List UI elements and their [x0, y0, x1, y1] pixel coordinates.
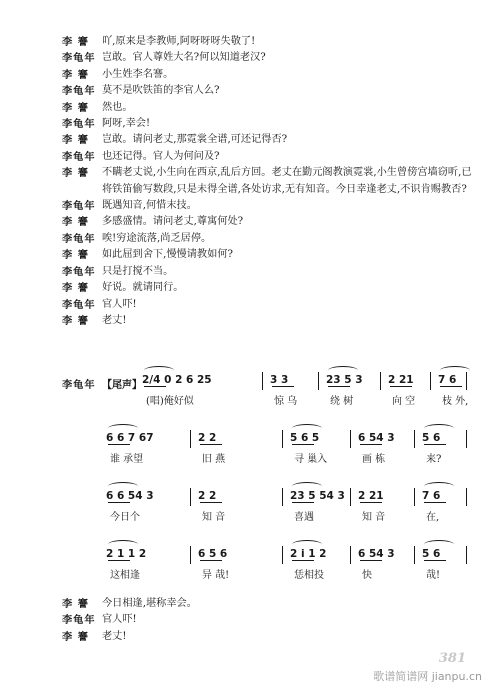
bar-line — [380, 372, 381, 390]
measure-notes: 5 6 — [422, 548, 441, 560]
dialogue-line — [62, 297, 472, 313]
dialogue-line — [62, 629, 472, 645]
measure-lyrics: 画 栋 — [362, 454, 386, 465]
speaker-name: 李 謇 — [62, 598, 89, 610]
bar-line — [466, 430, 467, 448]
bar-line — [466, 488, 467, 506]
measure-lyrics: 在, — [426, 512, 440, 523]
dialogue-line — [62, 612, 472, 628]
speaker-name: 李龟年 — [62, 52, 96, 65]
beam-underline — [108, 560, 130, 561]
speaker-name: 李 謇 — [62, 68, 89, 81]
speaker-name: 李 謇 — [62, 249, 89, 262]
beam-underline — [390, 386, 412, 387]
measure-notes: 2 1 1 2 — [106, 548, 147, 560]
beam-underline — [424, 502, 446, 503]
bar-line — [466, 546, 467, 564]
bar-line — [350, 430, 351, 448]
bar-line — [190, 488, 191, 506]
slur-mark — [292, 424, 322, 433]
speaker-name: 李龟年 — [62, 150, 96, 163]
speaker-name: 李 謇 — [62, 101, 89, 114]
site-name: 歌谱简谱网 — [373, 670, 429, 683]
bar-line — [430, 372, 431, 390]
dialogue-line — [62, 67, 472, 83]
measure-notes: 7 6 — [438, 374, 457, 386]
dialogue-text: 莫不是吹铁笛的李官人么? — [102, 85, 220, 97]
bar-line — [350, 488, 351, 506]
slur-mark — [108, 424, 138, 433]
dialogue-text: 如此屈到舍下,慢慢请教如何? — [102, 249, 233, 261]
dialogue-line — [62, 596, 472, 612]
dialogue-text: 多感盛情。请问老丈,尊寓何处? — [102, 216, 244, 228]
dialogue-section — [62, 34, 472, 329]
measure-notes: 2/4 0 2 6 25 — [142, 374, 212, 386]
measure-notes: 6 5 6 — [198, 548, 228, 560]
measure-lyrics: 惊 乌 — [274, 396, 298, 407]
beam-underline — [424, 560, 446, 561]
slur-mark — [108, 482, 138, 491]
dialogue-text: 今日相逢,堪称幸会。 — [102, 598, 197, 609]
bar-line — [350, 546, 351, 564]
bar-line — [414, 488, 415, 506]
dialogue-text: 然也。 — [102, 101, 133, 113]
slur-mark — [424, 482, 454, 491]
bar-line — [282, 488, 283, 506]
measure-notes: 23 5 3 — [326, 374, 363, 386]
bar-line — [262, 372, 263, 390]
dialogue-line — [62, 214, 472, 230]
dialogue-text: 不瞒老丈说,小生向在西京,乱后方回。老丈在勤元阁教演霓裳,小生曾傍宫墙窃听,已将铁笛偷写数段,只是未得全谱,各处访求,无有知音。今日幸逢老丈,不识肯赐教否? — [102, 167, 472, 195]
speaker-name: 李龟年 — [62, 298, 96, 311]
speaker-name: 李龟年 — [62, 85, 96, 98]
score-system — [62, 430, 472, 478]
speaker-name: 李龟年 — [62, 200, 96, 213]
bar-line — [190, 430, 191, 448]
beam-underline — [360, 560, 382, 561]
dialogue-line — [62, 198, 472, 214]
slur-mark — [144, 366, 174, 375]
site-url: jianpu.cn — [431, 670, 482, 683]
slur-mark — [292, 540, 322, 549]
slur-mark — [328, 366, 358, 375]
dialogue-text: 吖,原来是李教师,阿呀呀呀失敬了! — [102, 36, 256, 47]
speaker-name: 李龟年 — [62, 265, 96, 278]
bar-line — [282, 430, 283, 448]
slur-mark — [424, 424, 454, 433]
speaker-name: 李龟年 — [62, 232, 96, 245]
beam-underline — [424, 444, 446, 445]
dialogue-line — [62, 116, 472, 132]
beam-underline — [440, 386, 462, 387]
measure-lyrics: (唱)俺好似 — [146, 396, 194, 407]
dialogue-line — [62, 247, 472, 263]
slur-mark — [108, 540, 138, 549]
measure-notes: 23 5 54 3 — [290, 490, 345, 502]
bar-line — [414, 546, 415, 564]
measure-lyrics: 枝 外, — [442, 396, 469, 407]
measure-lyrics: 旧 燕 — [202, 454, 226, 465]
measure-notes: 2 2 — [198, 432, 217, 444]
measure-lyrics: 这相逢 — [110, 570, 140, 581]
measure-lyrics: 寻 巢入 — [294, 454, 328, 465]
measure-notes: 6 6 54 3 — [106, 490, 154, 502]
beam-underline — [360, 444, 382, 445]
score-speaker: 李龟年 — [62, 379, 96, 391]
measure-notes: 3 3 — [270, 374, 289, 386]
bar-line — [318, 372, 319, 390]
dialogue-text: 老丈! — [102, 314, 127, 326]
dialogue-line — [62, 34, 472, 50]
measure-notes: 6 54 3 — [358, 432, 395, 444]
dialogue-text: 也还记得。官人为何问及? — [102, 150, 220, 162]
slur-mark — [440, 366, 470, 375]
dialogue-text: 小生姓李名謇。 — [102, 68, 174, 80]
speaker-name: 李 謇 — [62, 216, 89, 229]
dialogue-text: 官人吓! — [102, 614, 137, 626]
dialogue-text: 岂敢。请问老丈,那霓裳全谱,可还记得否? — [102, 134, 288, 146]
measure-lyrics: 快 — [362, 570, 372, 581]
measure-lyrics: 哉! — [426, 570, 441, 581]
measure-lyrics: 异 哉! — [202, 570, 230, 581]
bar-line — [282, 546, 283, 564]
speaker-name: 李龟年 — [62, 614, 96, 627]
measure-notes: 2 21 — [388, 374, 414, 386]
dialogue-line — [62, 231, 472, 247]
measure-lyrics: 今日个 — [110, 512, 140, 523]
dialogue-text: 唉!穷途流落,尚乏居停。 — [102, 232, 212, 244]
measure-notes: 6 6 7 67 — [106, 432, 154, 444]
score-system — [62, 488, 472, 536]
dialogue-text: 既遇知音,何惜末技。 — [102, 200, 197, 212]
measure-lyrics: 知 音 — [362, 512, 386, 523]
beam-underline — [200, 502, 222, 503]
watermark-footer — [373, 668, 482, 684]
dialogue-line — [62, 313, 472, 329]
measure-lyrics: 恁相投 — [294, 570, 324, 581]
measure-lyrics: 绕 树 — [330, 396, 354, 407]
dialogue-text: 阿呀,幸会! — [102, 118, 151, 130]
dialogue-line — [62, 132, 472, 148]
measure-lyrics: 来? — [426, 454, 442, 465]
page-number: 381 — [438, 651, 466, 666]
speaker-name: 李 謇 — [62, 134, 89, 147]
score-system — [62, 372, 472, 420]
measure-notes: 6 54 3 — [358, 548, 395, 560]
measure-notes: 5 6 5 — [290, 432, 320, 444]
speaker-name: 李龟年 — [62, 118, 96, 131]
beam-underline — [292, 444, 314, 445]
speaker-name: 李 謇 — [62, 36, 89, 48]
beam-underline — [360, 502, 382, 503]
slur-mark — [424, 540, 454, 549]
bar-line — [414, 430, 415, 448]
dialogue-text: 岂敢。官人尊姓大名?何以知道老汉? — [102, 52, 266, 64]
beam-underline — [272, 386, 294, 387]
dialogue-text: 官人吓! — [102, 298, 137, 310]
measure-notes: 2 21 — [358, 490, 384, 502]
measure-lyrics: 向 空 — [392, 396, 416, 407]
speaker-name: 李 謇 — [62, 167, 89, 180]
dialogue-text: 只是打搅不当。 — [102, 265, 174, 277]
dialogue-line — [62, 100, 472, 116]
dialogue-text: 好说。就请同行。 — [102, 282, 184, 294]
measure-lyrics: 喜遇 — [294, 512, 314, 523]
dialogue-line — [62, 280, 472, 296]
dialogue-line — [62, 83, 472, 99]
beam-underline — [108, 502, 130, 503]
beam-underline — [144, 386, 166, 387]
dialogue-text: 老丈! — [102, 630, 127, 642]
bar-line — [190, 546, 191, 564]
beam-underline — [292, 502, 314, 503]
closing-dialogue — [62, 596, 472, 645]
beam-underline — [292, 560, 314, 561]
measure-lyrics: 谁 承望 — [110, 454, 144, 465]
speaker-name: 李 謇 — [62, 314, 89, 327]
slur-mark — [292, 482, 322, 491]
speaker-name: 李 謇 — [62, 282, 89, 295]
beam-underline — [200, 444, 222, 445]
tune-label: 【尾声】 — [102, 380, 142, 391]
beam-underline — [200, 560, 222, 561]
score-system — [62, 546, 472, 594]
measure-lyrics: 知 音 — [202, 512, 226, 523]
beam-underline — [108, 444, 130, 445]
dialogue-line — [62, 149, 472, 165]
speaker-name: 李 謇 — [62, 630, 89, 643]
beam-underline — [328, 386, 350, 387]
measure-notes: 5 6 — [422, 432, 441, 444]
measure-notes: 2 i 1 2 — [290, 548, 327, 560]
dialogue-line — [62, 165, 472, 198]
measure-notes: 2 2 — [198, 490, 217, 502]
dialogue-line — [62, 264, 472, 280]
dialogue-line — [62, 50, 472, 66]
measure-notes: 7 6 — [422, 490, 441, 502]
